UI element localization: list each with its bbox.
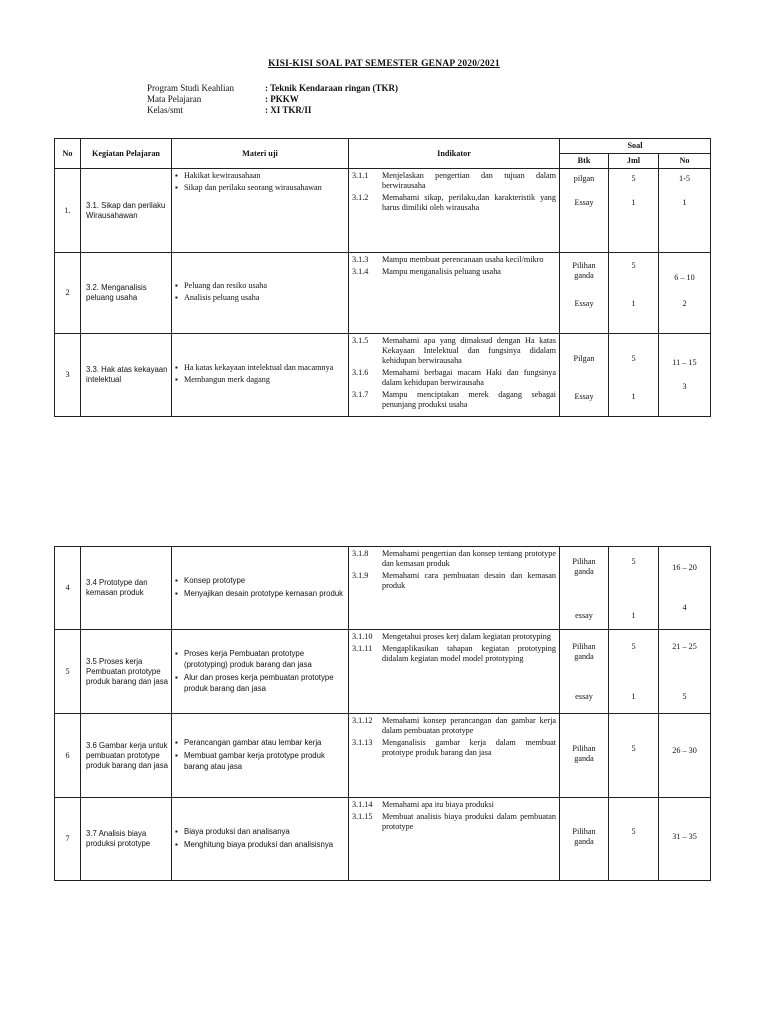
indikator-cell <box>349 169 560 253</box>
indikator-item <box>352 812 556 832</box>
row-number: 4 <box>55 547 81 630</box>
nomor-soal-value: 21 – 25 <box>672 642 697 651</box>
materi-item: ▪ Analisis peluang usaha <box>175 293 345 303</box>
nomor-soal-value: 31 – 35 <box>672 832 697 841</box>
materi-item: ▪ Peluang dan resiko usaha <box>175 281 345 291</box>
indikator-code: 3.1.12 <box>352 716 373 725</box>
header-indikator: Indikator <box>349 139 560 169</box>
materi-item: ▪ Menyajikan desain prototype kemasan produk <box>175 588 345 599</box>
kegiatan-cell: 3.1. Sikap dan perilaku Wirausahawan <box>81 169 172 253</box>
indikator-code: 3.1.13 <box>352 738 373 747</box>
nomor-soal-value: 5 <box>682 692 687 701</box>
indikator-item <box>352 336 556 366</box>
jumlah-soal-value: 5 <box>631 827 636 836</box>
indikator-code: 3.1.4 <box>352 267 369 276</box>
indikator-item <box>352 738 556 758</box>
indikator-text: Mengaplikasikan tahapan kegiatan prototyping didalam kegiatan model model prototyping <box>382 644 556 663</box>
nomor-soal-value: 11 – 15 <box>672 358 697 367</box>
indikator-cell <box>349 547 560 630</box>
indikator-item <box>352 267 556 277</box>
indikator-code: 3.1.15 <box>352 812 373 821</box>
meta-row-program <box>147 83 398 94</box>
jumlah-soal-value: 5 <box>631 354 636 363</box>
nomor-soal-value: 4 <box>682 603 687 612</box>
jumlah-soal-value: 1 <box>631 198 636 207</box>
materi-list <box>175 363 345 385</box>
nomor-soal-value: 6 – 10 <box>674 273 695 282</box>
nomor-soal-cell <box>659 630 711 714</box>
materi-item: ▪ Ha katas kekayaan intelektual dan macamnya <box>175 363 345 373</box>
nomor-soal-value: 26 – 30 <box>672 746 697 755</box>
bentuk-soal-cell <box>560 547 609 630</box>
jumlah-soal-cell <box>609 169 659 253</box>
bentuk-soal-value: Pilihan ganda <box>572 557 596 576</box>
jumlah-soal-cell <box>609 334 659 417</box>
table-body-1 <box>55 169 711 417</box>
nomor-soal-value: 1 <box>682 198 687 207</box>
indikator-text: Mampu menciptakan merek dagang sebagai penunjang produksi usaha <box>382 390 556 409</box>
row-number: 6 <box>55 714 81 798</box>
jumlah-soal-cell <box>609 714 659 798</box>
bentuk-soal-value: essay <box>575 611 593 620</box>
bentuk-soal-value: pilgan <box>573 174 595 183</box>
jumlah-soal-value: 5 <box>631 642 636 651</box>
kegiatan-cell: 3.5 Proses kerja Pembuatan prototype produk barang dan jasa <box>81 630 172 714</box>
meta-label: Program Studi Keahlian <box>147 83 234 93</box>
meta-label: Kelas/smt <box>147 105 183 115</box>
bentuk-soal-cell <box>560 798 609 881</box>
indikator-text: Memahami apa yang dimaksud dengan Ha katas Kekayaan Intelektual dan fungsinya didalam kehidupan berwirausaha <box>382 336 556 365</box>
kegiatan-cell: 3.6 Gambar kerja untuk pembuatan prototype produk barang dan jasa <box>81 714 172 798</box>
indikator-code: 3.1.9 <box>352 571 369 580</box>
indikator-item <box>352 255 556 265</box>
materi-cell <box>172 169 349 253</box>
materi-cell <box>172 253 349 334</box>
indikator-text: Menjelaskan pengertian dan tujuan dalam berwirausaha <box>382 171 556 190</box>
indikator-code: 3.1.7 <box>352 390 369 399</box>
indikator-item <box>352 368 556 388</box>
jumlah-soal-cell <box>609 253 659 334</box>
materi-cell <box>172 334 349 417</box>
indikator-item <box>352 644 556 664</box>
nomor-soal-cell <box>659 253 711 334</box>
materi-list <box>175 648 345 694</box>
jumlah-soal-value: 5 <box>631 744 636 753</box>
indikator-code: 3.1.6 <box>352 368 369 377</box>
indikator-cell <box>349 334 560 417</box>
bentuk-soal-value: Essay <box>574 392 594 401</box>
materi-list <box>175 171 345 193</box>
materi-item: ▪ Menghitung biaya produksi dan analisisnya <box>175 839 345 850</box>
nomor-soal-value: 3 <box>682 382 687 391</box>
indikator-code: 3.1.14 <box>352 800 373 809</box>
materi-item: ▪ Membuat gambar kerja prototype produk barang atau jasa <box>175 750 345 772</box>
indikator-text: Mengetahui proses kerj dalam kegiatan prototyping <box>382 632 551 641</box>
bentuk-soal-value: Pilihan ganda <box>572 827 596 846</box>
materi-item: ▪ Proses kerja Pembuatan prototype (prototyping) produk barang dan jasa <box>175 648 345 670</box>
indikator-code: 3.1.5 <box>352 336 369 345</box>
materi-item: ▪ Perancangan gambar atau lembar kerja <box>175 737 345 748</box>
indikator-item <box>352 193 556 213</box>
indikator-code: 3.1.10 <box>352 632 373 641</box>
indikator-text: Mampu membuat perencanaan usaha kecil/mikro <box>382 255 544 264</box>
nomor-soal-value: 1-5 <box>679 174 690 183</box>
table-row <box>55 253 711 334</box>
indikator-cell <box>349 798 560 881</box>
materi-item: ▪ Sikap dan perilaku seorang wirausahawan <box>175 183 345 193</box>
bentuk-soal-cell <box>560 253 609 334</box>
indikator-code: 3.1.2 <box>352 193 369 202</box>
nomor-soal-cell <box>659 547 711 630</box>
indikator-code: 3.1.1 <box>352 171 369 180</box>
table-row <box>55 547 711 630</box>
kegiatan-cell: 3.3. Hak atas kekayaan intelektual <box>81 334 172 417</box>
table-row <box>55 798 711 881</box>
row-number: 5 <box>55 630 81 714</box>
meta-value: : PKKW <box>265 94 299 104</box>
indikator-item <box>352 632 556 642</box>
kegiatan-cell: 3.2. Menganalisis peluang usaha <box>81 253 172 334</box>
bentuk-soal-value: essay <box>575 692 593 701</box>
kegiatan-cell: 3.4 Prototype dan kemasan produk <box>81 547 172 630</box>
table-row <box>55 169 711 253</box>
jumlah-soal-cell <box>609 798 659 881</box>
table-row <box>55 630 711 714</box>
materi-cell <box>172 547 349 630</box>
indikator-code: 3.1.8 <box>352 549 369 558</box>
header-btk: Btk <box>560 154 609 169</box>
row-number: 3 <box>55 334 81 417</box>
indikator-item <box>352 549 556 569</box>
bentuk-soal-value: Pilihan ganda <box>572 642 596 661</box>
header-soal: Soal <box>560 139 711 154</box>
table-body-2 <box>55 547 711 881</box>
materi-cell <box>172 630 349 714</box>
header-jml: Jml <box>609 154 659 169</box>
indikator-text: Memahami apa itu biaya produksi <box>382 800 494 809</box>
bentuk-soal-value: Essay <box>574 299 594 308</box>
indikator-cell <box>349 630 560 714</box>
meta-row-mapel <box>147 94 398 105</box>
materi-item: ▪ Konsep prototype <box>175 575 345 586</box>
jumlah-soal-value: 5 <box>631 261 636 270</box>
document-meta <box>147 83 398 116</box>
indikator-item <box>352 716 556 736</box>
materi-item: ▪ Membangun merk dagang <box>175 375 345 385</box>
bentuk-soal-value: Pilihan ganda <box>572 261 596 280</box>
kisi-table-part-2 <box>54 546 711 881</box>
indikator-item <box>352 800 556 810</box>
jumlah-soal-value: 5 <box>631 174 636 183</box>
jumlah-soal-value: 1 <box>631 611 636 620</box>
meta-value: : XI TKR/II <box>265 105 312 115</box>
table-row <box>55 714 711 798</box>
nomor-soal-cell <box>659 798 711 881</box>
indikator-code: 3.1.11 <box>352 644 373 653</box>
materi-list <box>175 737 345 772</box>
row-number: 1. <box>55 169 81 253</box>
materi-list <box>175 281 345 303</box>
header-no: No <box>55 139 81 169</box>
kisi-table-part-1 <box>54 138 711 417</box>
row-number: 2 <box>55 253 81 334</box>
materi-list <box>175 575 345 599</box>
materi-cell <box>172 798 349 881</box>
nomor-soal-value: 2 <box>682 299 687 308</box>
kegiatan-cell: 3.7 Analisis biaya produksi prototype <box>81 798 172 881</box>
jumlah-soal-value: 5 <box>631 557 636 566</box>
indikator-text: Membuat analisis biaya produksi dalam pembuatan prototype <box>382 812 556 831</box>
indikator-cell <box>349 253 560 334</box>
indikator-text: Memahami sikap, perilaku,dan karakteristik yang harus dimiliki oleh wirausaha <box>382 193 556 212</box>
bentuk-soal-cell <box>560 630 609 714</box>
indikator-text: Memahami konsep perancangan dan gambar kerja dalam pembuatan prototype <box>382 716 556 735</box>
materi-list <box>175 826 345 850</box>
jumlah-soal-value: 1 <box>631 692 636 701</box>
bentuk-soal-value: Essay <box>574 198 594 207</box>
nomor-soal-cell <box>659 334 711 417</box>
row-number: 7 <box>55 798 81 881</box>
meta-label: Mata Pelajaran <box>147 94 202 104</box>
meta-row-kelas <box>147 105 398 116</box>
header-nomor: No <box>659 154 711 169</box>
indikator-code: 3.1.3 <box>352 255 369 264</box>
indikator-text: Memahami berbagai macam Haki dan fungsinya dalam kehidupan berwirausaha <box>382 368 556 387</box>
indikator-item <box>352 390 556 410</box>
nomor-soal-value: 16 – 20 <box>672 563 697 572</box>
jumlah-soal-value: 1 <box>631 299 636 308</box>
nomor-soal-cell <box>659 714 711 798</box>
materi-cell <box>172 714 349 798</box>
header-kegiatan: Kegiatan Pelajaran <box>81 139 172 169</box>
indikator-item <box>352 571 556 591</box>
bentuk-soal-value: Pilihan ganda <box>572 744 596 763</box>
indikator-text: Menganalisis gambar kerja dalam membuat prototype produk barang dan jasa <box>382 738 556 757</box>
meta-value: : Teknik Kendaraan ringan (TKR) <box>265 83 399 93</box>
jumlah-soal-cell <box>609 630 659 714</box>
indikator-cell <box>349 714 560 798</box>
materi-item: ▪ Hakikat kewirausahaan <box>175 171 345 181</box>
jumlah-soal-value: 1 <box>631 392 636 401</box>
materi-item: ▪ Alur dan proses kerja pembuatan prototype produk barang dan jasa <box>175 672 345 694</box>
bentuk-soal-value: Pilgan <box>573 354 595 363</box>
bentuk-soal-cell <box>560 334 609 417</box>
indikator-text: Mampu menganalisis peluang usaha <box>382 267 501 276</box>
document-title: KISI-KISI SOAL PAT SEMESTER GENAP 2020/2021 <box>268 59 500 69</box>
indikator-text: Memahami cara pembuatan desain dan kemasan produk <box>382 571 556 590</box>
bentuk-soal-cell <box>560 714 609 798</box>
table-row <box>55 334 711 417</box>
header-materi: Materi uji <box>172 139 349 169</box>
materi-item: ▪ Biaya produksi dan analisanya <box>175 826 345 837</box>
jumlah-soal-cell <box>609 547 659 630</box>
bentuk-soal-cell <box>560 169 609 253</box>
indikator-text: Memahami pengertian dan konsep tentang prototype dan kemasan produk <box>382 549 556 568</box>
nomor-soal-cell <box>659 169 711 253</box>
indikator-item <box>352 171 556 191</box>
